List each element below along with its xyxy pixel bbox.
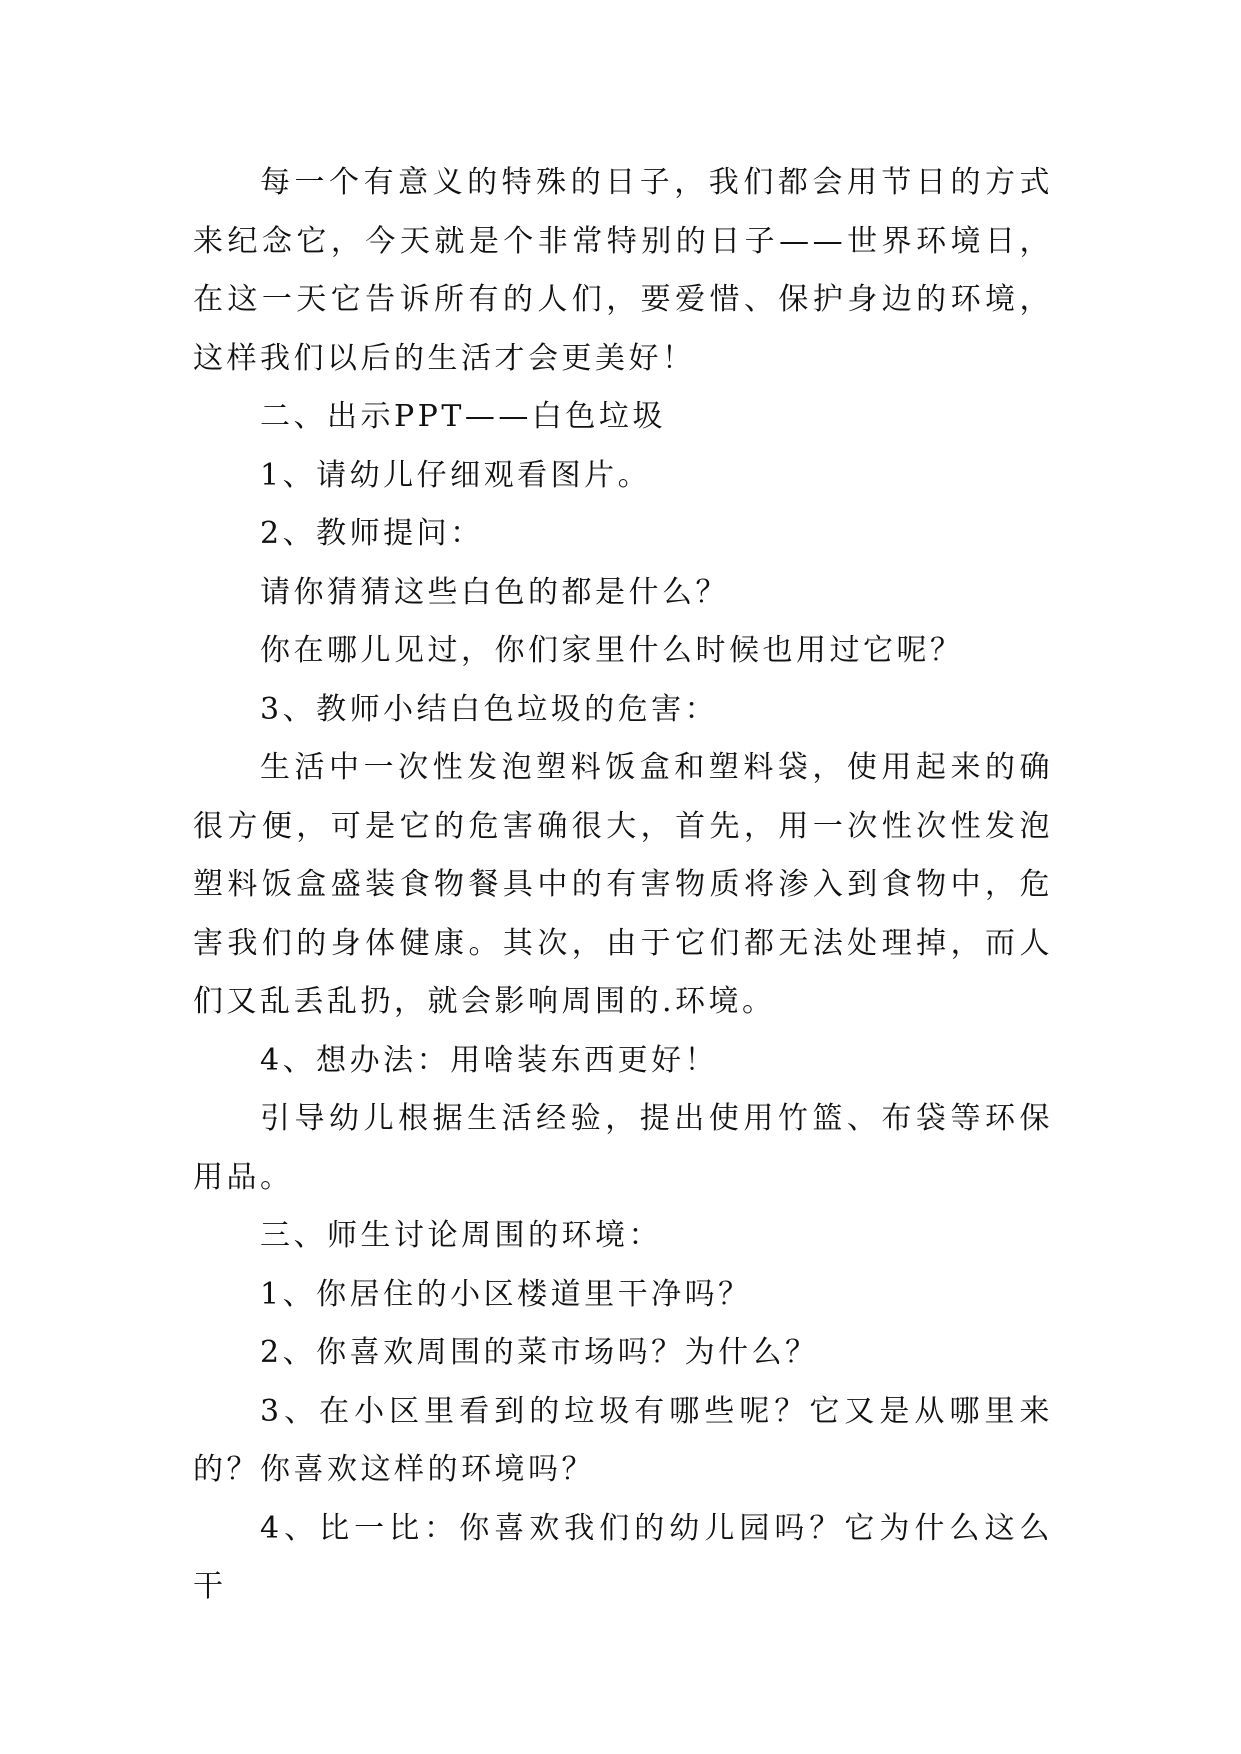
list-item: 2、你喜欢周围的菜市场吗？为什么？ xyxy=(260,1335,819,1370)
question-text: 请你猜猜这些白色的都是什么？ xyxy=(260,574,729,610)
section-heading-2: 二、出示PPT——白色垃圾 xyxy=(260,399,666,434)
section-heading-3: 三、师生讨论周围的环境： xyxy=(260,1218,662,1253)
list-item: 1、你居住的小区楼道里干净吗？ xyxy=(260,1276,752,1312)
list-item: 4、比一比：你喜欢我们的幼儿园吗？它为什么这么干 xyxy=(193,1510,1053,1604)
list-item: 2、教师提问： xyxy=(260,516,484,551)
list-item: 3、在小区里看到的垃圾有哪些呢？它又是从哪里来的？你喜欢这样的环境吗？ xyxy=(193,1393,1053,1487)
question-text: 你在哪儿见过，你们家里什么时候也用过它呢？ xyxy=(260,633,964,668)
document-page xyxy=(193,154,1053,1617)
paragraph-summary: 生活中一次性发泡塑料饭盒和塑料袋，使用起来的确很方便，可是它的危害确很大，首先，用一次性次性发泡塑料饭盒盛装食物餐具中的有害物质将渗入到食物中，危害我们的身体健康。其次，由于它们都无法处理掉，而人们又乱丢乱扔，就会影响周围的.环境。 xyxy=(193,750,1053,1019)
list-item: 3、教师小结白色垃圾的危害： xyxy=(260,691,719,727)
list-item: 4、想办法：用啥装东西更好！ xyxy=(260,1042,719,1078)
paragraph-intro: 每一个有意义的特殊的日子，我们都会用节日的方式来纪念它，今天就是个非常特别的日子——世界环境日，在这一天它告诉所有的人们，要爱惜、保护身边的环境，这样我们以后的生活才会更美好！ xyxy=(193,165,1053,376)
list-item: 1、请幼儿仔细观看图片。 xyxy=(260,457,652,493)
paragraph-guidance: 引导幼儿根据生活经验，提出使用竹篮、布袋等环保用品。 xyxy=(193,1101,1053,1195)
